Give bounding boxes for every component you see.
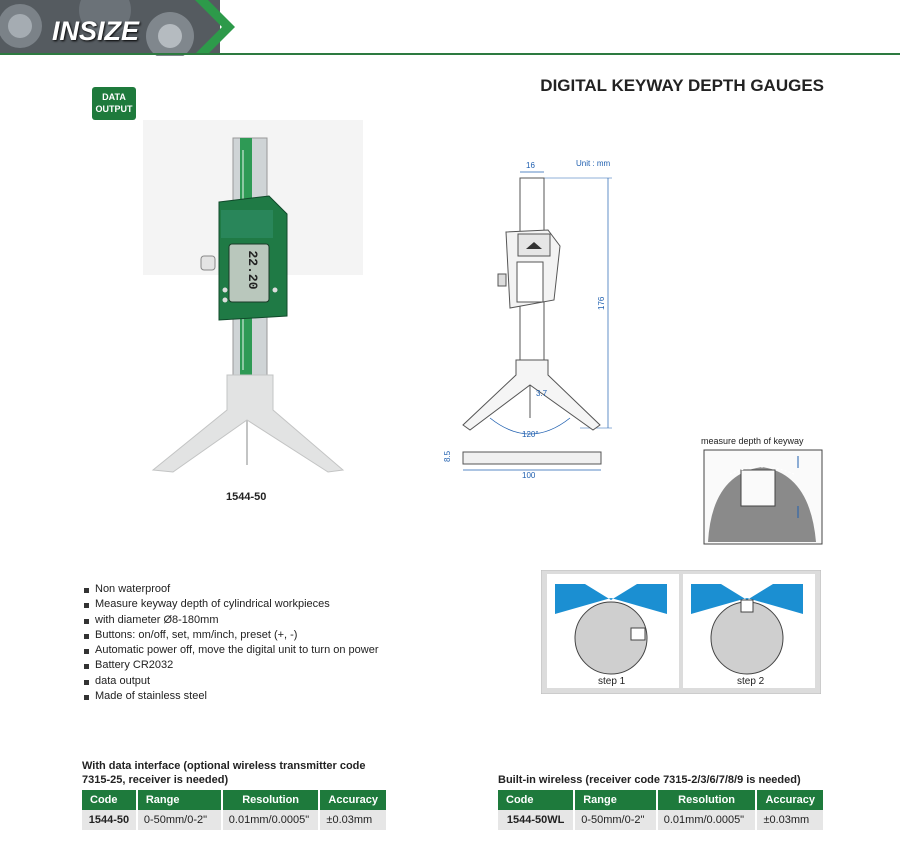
feature-list [82, 582, 379, 704]
spec-table-data-interface [82, 790, 388, 830]
page-title: DIGITAL KEYWAY DEPTH GAUGES [540, 76, 824, 95]
td-resolution: 0.01mm/0.0005" [657, 810, 757, 830]
th-range: Range [137, 790, 222, 810]
steps-diagram [541, 570, 821, 694]
product-photo [143, 120, 363, 480]
th-code: Code [82, 790, 137, 810]
data-output-badge [92, 87, 136, 120]
th-resolution: Resolution [657, 790, 757, 810]
td-resolution: 0.01mm/0.0005" [222, 810, 320, 830]
keyway-diagram [700, 434, 825, 546]
feature-item: Made of stainless steel [82, 689, 379, 704]
feature-item: Buttons: on/off, set, mm/inch, preset (+, -) [82, 628, 379, 643]
td-code: 1544-50WL [498, 810, 574, 830]
feature-item: Non waterproof [82, 582, 379, 597]
photo-caption: 1544-50 [226, 491, 267, 503]
table2-title: Built-in wireless (receiver code 7315-2/3/6/7/8/9 is needed) [498, 774, 801, 786]
header-banner [0, 0, 900, 56]
lcd-readout: 22.20 [245, 250, 260, 290]
th-range: Range [574, 790, 657, 810]
feature-item: Automatic power off, move the digital unit to turn on power [82, 643, 379, 658]
table1-title-line2: 7315-25, receiver is needed) [82, 774, 229, 786]
td-accuracy: ±0.03mm [756, 810, 824, 830]
brand-logo: INSIZE [52, 16, 140, 46]
spec-table-wireless [498, 790, 825, 830]
td-range: 0-50mm/0-2" [137, 810, 222, 830]
dimension-drawing [430, 150, 630, 490]
dim-base-width: 100 [522, 471, 536, 480]
th-code: Code [498, 790, 574, 810]
th-accuracy: Accuracy [756, 790, 824, 810]
td-range: 0-50mm/0-2" [574, 810, 657, 830]
step1-label: step 1 [598, 676, 626, 687]
th-accuracy: Accuracy [319, 790, 387, 810]
table1-title-line1: With data interface (optional wireless transmitter code [82, 760, 366, 772]
dim-base-height: 8.5 [443, 450, 452, 462]
dim-tip: 3.7 [536, 389, 548, 398]
badge-line1: DATA [102, 92, 126, 102]
feature-item: Measure keyway depth of cylindrical workpieces [82, 597, 379, 612]
feature-item-continued: with diameter Ø8-180mm [82, 613, 379, 628]
unit-label: Unit : mm [576, 159, 611, 168]
td-accuracy: ±0.03mm [319, 810, 387, 830]
td-code: 1544-50 [82, 810, 137, 830]
th-resolution: Resolution [222, 790, 320, 810]
dim-top: 16 [526, 161, 535, 170]
dim-angle: 120° [522, 430, 539, 439]
table1-title [82, 759, 366, 787]
table-header-row [498, 790, 824, 810]
table-header-row [82, 790, 387, 810]
feature-item: data output [82, 674, 379, 689]
keyway-label: measure depth of keyway [701, 436, 804, 446]
dim-height: 176 [597, 296, 606, 310]
table-row [82, 810, 387, 830]
step2-label: step 2 [737, 676, 765, 687]
feature-item: Battery CR2032 [82, 658, 379, 673]
table-row [498, 810, 824, 830]
badge-line2: OUTPUT [95, 104, 133, 114]
